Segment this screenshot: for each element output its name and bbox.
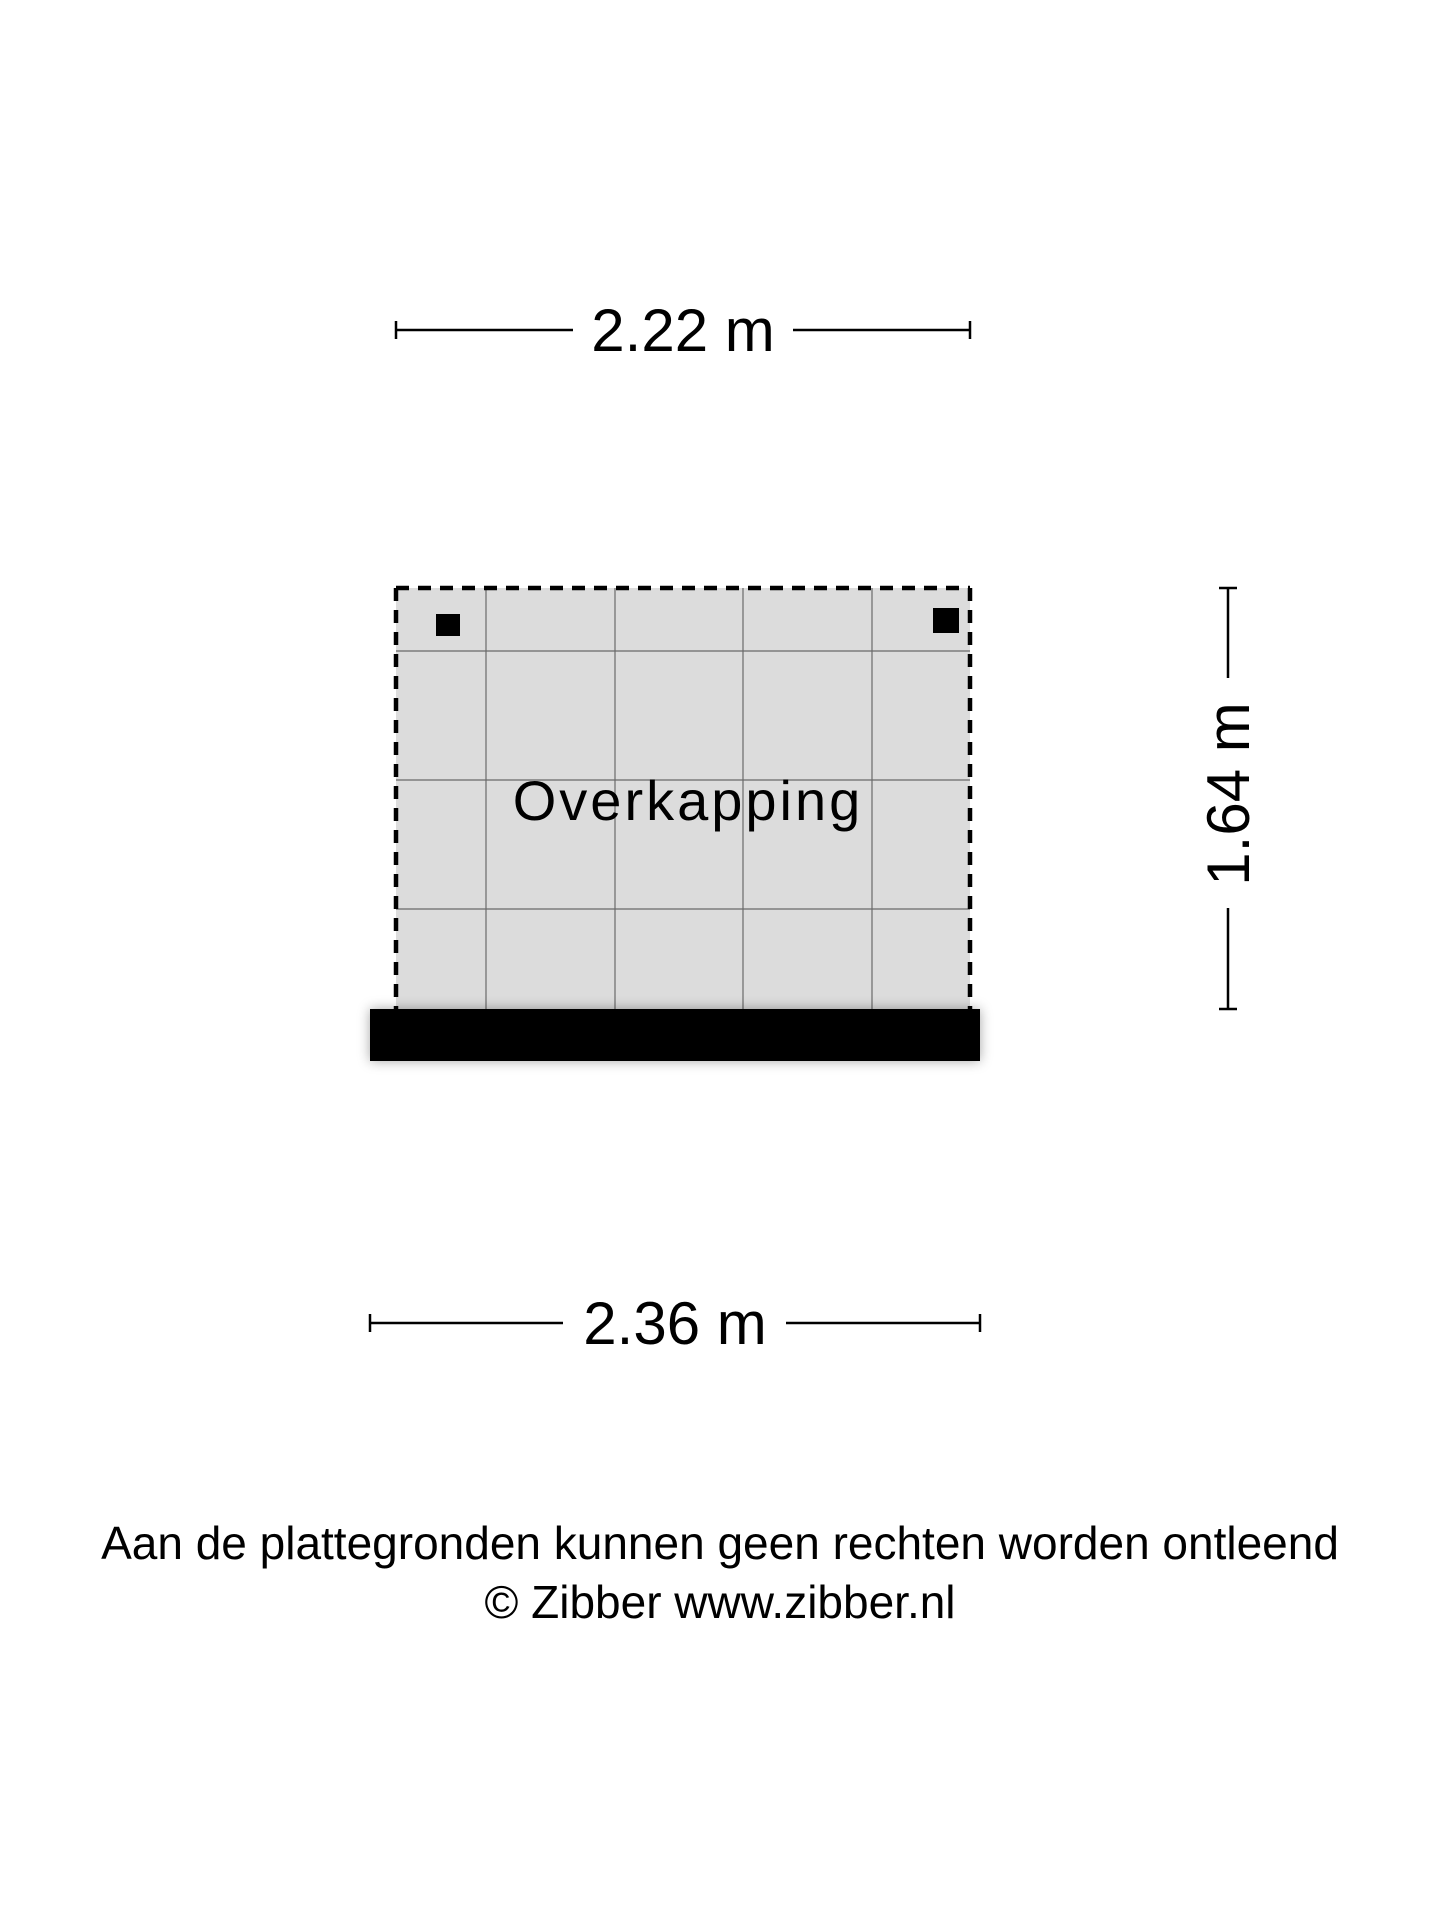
right-dimension (1195, 588, 1262, 1009)
solid-wall (370, 1009, 980, 1061)
copyright-text: © Zibber www.zibber.nl (484, 1576, 956, 1628)
top-dimension (396, 297, 970, 364)
bottom-dimension-label: 2.36 m (583, 1290, 767, 1357)
room-overkapping (370, 588, 980, 1061)
post-left (436, 614, 460, 636)
room-label: Overkapping (512, 769, 864, 832)
top-dimension-label: 2.22 m (591, 297, 775, 364)
bottom-dimension (370, 1290, 980, 1357)
right-dimension-label: 1.64 m (1195, 702, 1262, 886)
post-right (933, 608, 959, 633)
disclaimer-text: Aan de plattegronden kunnen geen rechten worden ontleend (101, 1517, 1339, 1569)
